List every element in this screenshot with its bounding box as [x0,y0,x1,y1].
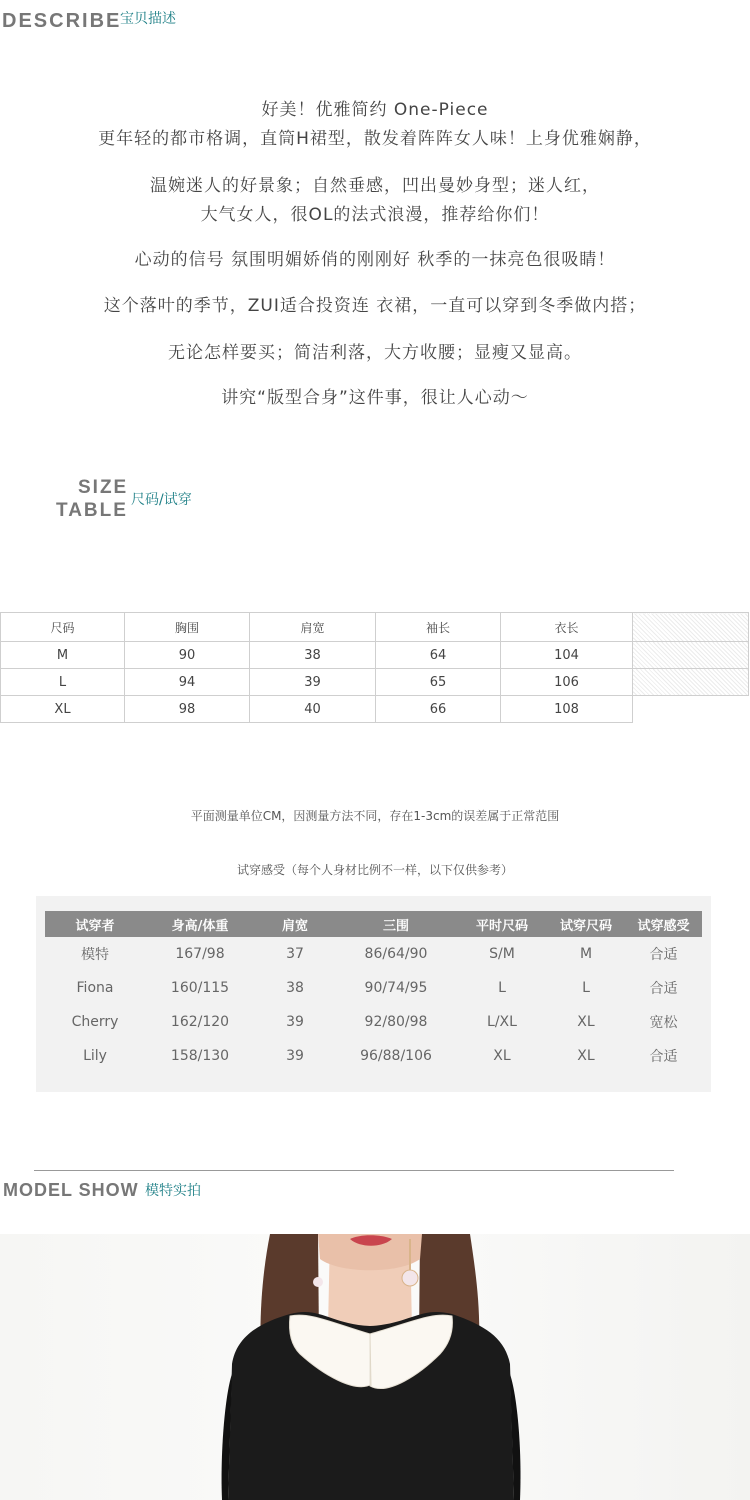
fitting-cell: Fiona [76,980,114,996]
size-header-cell: 袖长 [376,613,501,642]
size-cell: 94 [125,669,250,696]
size-cell: 40 [250,696,376,723]
size-cell: 104 [501,642,633,669]
fitting-cell: 38 [286,980,304,996]
table-row [45,971,702,1005]
table-row [45,1039,702,1073]
fitting-cell: S/M [489,946,515,962]
size-header-cell: 尺码 [1,613,125,642]
fitting-cell: XL [493,1048,511,1064]
size-subtitle: 尺码/试穿 [131,492,192,508]
size-cell: XL [1,696,125,723]
size-cell: 65 [376,669,501,696]
fitting-cell: 模特 [81,947,109,963]
size-cell: 64 [376,642,501,669]
table-row [1,669,749,696]
fitting-cell: 160/115 [170,980,230,996]
size-cell: 90 [125,642,250,669]
model-photo [0,1234,750,1500]
size-header-cell: 肩宽 [250,613,376,642]
table-row [1,696,749,723]
table-row [45,1005,702,1039]
fitting-header-cell: 试穿感受 [625,911,702,937]
model-show-title: MODEL SHOW [3,1180,139,1200]
fitting-header-cell: 平时尺码 [457,911,547,937]
fitting-cell: L/XL [487,1014,517,1030]
fitting-cell: 39 [286,1014,304,1030]
fitting-cell: 宽松 [649,1015,678,1031]
fitting-cell: XL [577,1014,595,1030]
fitting-cell: 37 [286,946,304,962]
size-title-line2: TABLE [56,500,128,521]
fitting-cell: L [582,980,590,996]
fitting-table [45,911,702,1073]
fitting-cell: 96/88/106 [360,1048,432,1064]
fitting-cell: M [579,946,593,962]
desc-line-1: 好美！优雅简约 One-Piece [261,100,489,120]
fitting-header-cell: 三围 [335,911,457,937]
desc-line-2: 更年轻的都市格调，直筒H裙型，散发着阵阵女人味！上身优雅娴静， [98,129,652,149]
desc-line-8: 讲究“版型合身”这件事，很让人心动～ [221,388,529,408]
size-cell: M [1,642,125,669]
fitting-table-panel [36,896,711,1092]
fitting-cell: 90/74/95 [364,980,428,996]
fitting-cell: 167/98 [175,946,225,962]
fitting-cell: 39 [286,1048,304,1064]
desc-line-6: 这个落叶的季节，ZUI适合投资连 衣裙，一直可以穿到冬季做内搭； [103,296,647,316]
measure-note: 平面测量单位CM，因测量方法不同，存在1-3cm的误差属于正常范围 [190,809,560,823]
size-table-blank-cell [633,642,749,669]
desc-line-5: 心动的信号 氛围明媚娇俏的刚刚好 秋季的一抹亮色很吸睛！ [134,250,616,270]
fitting-cell: 162/120 [170,1014,230,1030]
size-cell: 108 [501,696,633,723]
desc-line-7: 无论怎样要买；简洁利落，大方收腰；显瘦又显高。 [168,343,582,363]
size-table-blank-cell [633,669,749,696]
fitting-cell: 合适 [649,981,678,997]
fitting-cell: XL [577,1048,595,1064]
size-title-line1: SIZE [78,477,129,498]
size-table [0,612,749,723]
size-cell: 38 [250,642,376,669]
size-header-cell: 胸围 [125,613,250,642]
fitting-cell: 158/130 [170,1048,230,1064]
size-cell: 66 [376,696,501,723]
fitting-cell: 86/64/90 [364,946,428,962]
describe-subtitle: 宝贝描述 [120,11,176,27]
size-table-header-row [1,613,749,642]
describe-title: DESCRIBE [2,10,122,32]
fitting-header-cell: 肩宽 [255,911,335,937]
desc-line-3: 温婉迷人的好景象；自然垂感，凹出曼妙身型；迷人红， [150,176,600,196]
size-cell: 98 [125,696,250,723]
fitting-cell: 合适 [649,947,678,963]
model-illustration [0,1234,750,1500]
size-table-blank-cell [633,613,749,642]
size-table-empty-cell [633,696,749,723]
model-show-subtitle: 模特实拍 [145,1183,201,1199]
fitting-cell: Lily [83,1048,107,1064]
size-cell: 106 [501,669,633,696]
size-header-cell: 衣长 [501,613,633,642]
fitting-header-cell: 身高/体重 [145,911,255,937]
table-row [1,642,749,669]
table-row [45,937,702,971]
fitting-header-cell: 试穿尺码 [547,911,625,937]
fitting-table-header-row [45,911,702,937]
fitting-cell: 合适 [649,1049,678,1065]
fitting-cell: 92/80/98 [364,1014,428,1030]
fitting-header-cell: 试穿者 [45,911,145,937]
desc-line-4: 大气女人，很OL的法式浪漫，推荐给你们！ [200,205,550,225]
fitting-cell: L [498,980,506,996]
section-divider [34,1170,674,1171]
fitting-note: 试穿感受（每个人身材比例不一样，以下仅供参考） [236,863,513,877]
fitting-cell: Cherry [71,1014,119,1030]
size-cell: L [1,669,125,696]
size-cell: 39 [250,669,376,696]
